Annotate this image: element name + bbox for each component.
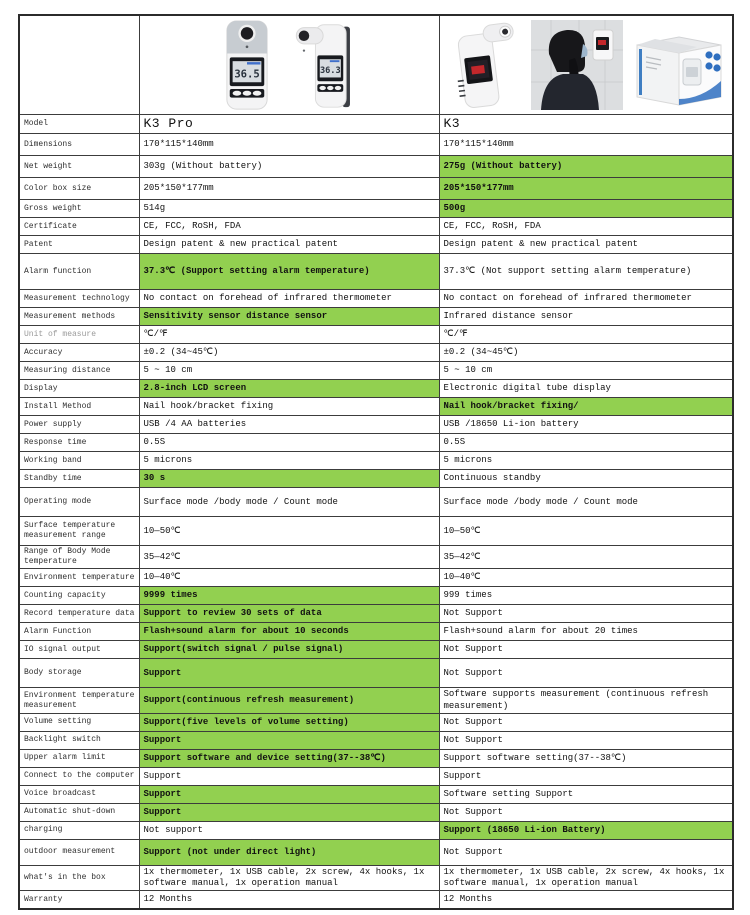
k3-value-cell: Not Support — [439, 659, 733, 688]
k3pro-value-cell: 10—40℃ — [139, 569, 439, 587]
k3-value-cell: 0.5S — [439, 434, 733, 452]
k3-value-cell: 500g — [439, 200, 733, 218]
spec-label-cell: Measurement technology — [19, 290, 139, 308]
k3-value-cell: Support — [439, 767, 733, 785]
k3-images-cell — [439, 15, 733, 115]
spec-label-cell: Alarm Function — [19, 623, 139, 641]
table-row — [19, 416, 733, 434]
k3pro-value-cell: Support — [139, 767, 439, 785]
spec-label-cell: Connect to the computer — [19, 767, 139, 785]
k3pro-value-cell: 9999 times — [139, 587, 439, 605]
k3-pro-front-image — [217, 19, 277, 111]
spec-label-cell: charging — [19, 821, 139, 839]
table-row — [19, 517, 733, 546]
k3-device-image — [443, 20, 525, 110]
spec-label-cell: Record temperature data — [19, 605, 139, 623]
k3-value-cell: 170*115*140mm — [439, 134, 733, 156]
table-row — [19, 749, 733, 767]
table-row — [19, 362, 733, 380]
k3-box-image — [629, 23, 729, 107]
spec-label-cell: Volume setting — [19, 713, 139, 731]
spec-label-cell: Response time — [19, 434, 139, 452]
k3-value-cell: 5 ~ 10 cm — [439, 362, 733, 380]
table-row — [19, 839, 733, 865]
k3-value-cell: Software setting Support — [439, 785, 733, 803]
spec-label-cell: Surface temperature measurement range — [19, 517, 139, 546]
red-lcd-digits — [471, 65, 485, 75]
k3-value-cell: No contact on forehead of infrared thermometer — [439, 290, 733, 308]
table-row — [19, 218, 733, 236]
table-row — [19, 488, 733, 517]
k3-value-cell: ±0.2 (34~45℃) — [439, 344, 733, 362]
k3-value-cell: Not Support — [439, 731, 733, 749]
k3-value-cell: 35—42℃ — [439, 546, 733, 569]
k3pro-value-cell: USB /4 AA batteries — [139, 416, 439, 434]
k3pro-value-cell: Support — [139, 659, 439, 688]
ir-sensor-icon — [299, 31, 310, 42]
k3-value-cell: 5 microns — [439, 452, 733, 470]
k3-value-cell: Not Support — [439, 803, 733, 821]
spec-label-cell: Voice broadcast — [19, 785, 139, 803]
table-row — [19, 688, 733, 714]
k3pro-value-cell: Support — [139, 785, 439, 803]
spec-label-cell: Backlight switch — [19, 731, 139, 749]
k3-value-cell: Not Support — [439, 641, 733, 659]
k3pro-value-cell: 514g — [139, 200, 439, 218]
k3-value-cell: Not Support — [439, 713, 733, 731]
k3-value-cell: Software supports measurement (continuous refresh measurement) — [439, 688, 733, 714]
k3-value-cell: 205*150*177mm — [439, 178, 733, 200]
k3-value-cell: 999 times — [439, 587, 733, 605]
table-row — [19, 659, 733, 688]
spec-label-cell: Model — [19, 115, 139, 134]
table-row — [19, 290, 733, 308]
k3-value-cell: Support software setting(37--38℃) — [439, 749, 733, 767]
table-row — [19, 731, 733, 749]
spec-comparison-table — [18, 14, 734, 910]
k3pro-image-strip — [143, 19, 436, 111]
table-row — [19, 713, 733, 731]
table-row — [19, 767, 733, 785]
spec-label-cell: Gross weight — [19, 200, 139, 218]
spec-label-cell: Environment temperature — [19, 569, 139, 587]
k3pro-value-cell: Surface mode /body mode / Count mode — [139, 488, 439, 517]
k3pro-value-cell: Support — [139, 803, 439, 821]
table-row — [19, 821, 733, 839]
k3-value-cell: 275g (Without battery) — [439, 156, 733, 178]
k3-value-cell: Surface mode /body mode / Count mode — [439, 488, 733, 517]
image-row-empty-cell — [19, 15, 139, 115]
table-row — [19, 178, 733, 200]
spec-label-cell: Alarm function — [19, 254, 139, 290]
k3pro-value-cell: 0.5S — [139, 434, 439, 452]
k3-usage-photo — [531, 20, 623, 110]
table-row — [19, 641, 733, 659]
table-row — [19, 434, 733, 452]
k3-value-cell: USB /18650 Li-ion battery — [439, 416, 733, 434]
k3-value-cell: ℃/℉ — [439, 326, 733, 344]
spec-label-cell: Dimensions — [19, 134, 139, 156]
spec-label-cell: Body storage — [19, 659, 139, 688]
k3-value-cell: 10—40℃ — [439, 569, 733, 587]
spec-label-cell: Standby time — [19, 470, 139, 488]
k3-value-cell: Continuous standby — [439, 470, 733, 488]
k3-model-name: K3 — [439, 115, 733, 134]
product-image-row — [19, 15, 733, 115]
table-row — [19, 587, 733, 605]
k3-value-cell: 10—50℃ — [439, 517, 733, 546]
lcd-reading: 36.3 — [319, 66, 341, 77]
k3-value-cell: 37.3℃ (Not support setting alarm temperature) — [439, 254, 733, 290]
table-row — [19, 452, 733, 470]
k3-value-cell: Nail hook/bracket fixing/ — [439, 398, 733, 416]
k3pro-value-cell: CE, FCC, RoSH, FDA — [139, 218, 439, 236]
k3pro-value-cell: 1x thermometer, 1x USB cable, 2x screw, 4x hooks, 1x software manual, 1x operation manual — [139, 865, 439, 891]
spec-label-cell: Counting capacity — [19, 587, 139, 605]
table-row — [19, 200, 733, 218]
spec-label-cell: IO signal output — [19, 641, 139, 659]
spec-label-cell: Measuring distance — [19, 362, 139, 380]
k3pro-value-cell: 12 Months — [139, 891, 439, 909]
table-row — [19, 308, 733, 326]
spec-label-cell: Warranty — [19, 891, 139, 909]
k3pro-value-cell: Support software and device setting(37--38℃) — [139, 749, 439, 767]
k3pro-value-cell: 170*115*140mm — [139, 134, 439, 156]
k3-value-cell: Not Support — [439, 839, 733, 865]
model-row — [19, 115, 733, 134]
table-row — [19, 344, 733, 362]
k3-value-cell: Design patent & new practical patent — [439, 236, 733, 254]
table-row — [19, 569, 733, 587]
spec-label-cell: Accuracy — [19, 344, 139, 362]
table-row — [19, 865, 733, 891]
spec-label-cell: Install Method — [19, 398, 139, 416]
k3-value-cell: CE, FCC, RoSH, FDA — [439, 218, 733, 236]
table-row — [19, 803, 733, 821]
k3pro-value-cell: No contact on forehead of infrared thermometer — [139, 290, 439, 308]
k3pro-value-cell: Not support — [139, 821, 439, 839]
k3pro-value-cell: Support (not under direct light) — [139, 839, 439, 865]
spec-label-cell: Display — [19, 380, 139, 398]
box-blue-edge — [639, 49, 642, 95]
table-row — [19, 470, 733, 488]
spec-label-cell: Operating mode — [19, 488, 139, 517]
spec-label-cell: Certificate — [19, 218, 139, 236]
k3-value-cell: 12 Months — [439, 891, 733, 909]
table-row — [19, 398, 733, 416]
spec-label-cell: outdoor measurement — [19, 839, 139, 865]
k3pro-value-cell: Support — [139, 731, 439, 749]
spec-label-cell: Measurement methods — [19, 308, 139, 326]
k3pro-value-cell: Support(five levels of volume setting) — [139, 713, 439, 731]
spec-table-body — [19, 15, 733, 909]
k3pro-value-cell: 30 s — [139, 470, 439, 488]
k3pro-value-cell: Support(continuous refresh measurement) — [139, 688, 439, 714]
spec-label-cell: Unit of measure — [19, 326, 139, 344]
spec-label-cell: Color box size — [19, 178, 139, 200]
k3pro-images-cell — [139, 15, 439, 115]
table-row — [19, 156, 733, 178]
k3pro-value-cell: 5 ~ 10 cm — [139, 362, 439, 380]
k3-value-cell: Infrared distance sensor — [439, 308, 733, 326]
k3-pro-side-image — [291, 19, 361, 111]
k3pro-value-cell: Sensitivity sensor distance sensor — [139, 308, 439, 326]
k3-value-cell: Electronic digital tube display — [439, 380, 733, 398]
k3pro-value-cell: 205*150*177mm — [139, 178, 439, 200]
spec-label-cell: Upper alarm limit — [19, 749, 139, 767]
lcd-reading: 36.5 — [234, 68, 260, 81]
spec-label-cell: Working band — [19, 452, 139, 470]
table-row — [19, 326, 733, 344]
k3-value-cell: Not Support — [439, 605, 733, 623]
k3pro-value-cell: Support to review 30 sets of data — [139, 605, 439, 623]
k3pro-value-cell: 5 microns — [139, 452, 439, 470]
k3pro-value-cell: Nail hook/bracket fixing — [139, 398, 439, 416]
k3pro-value-cell: 35—42℃ — [139, 546, 439, 569]
k3pro-value-cell: Support(switch signal / pulse signal) — [139, 641, 439, 659]
table-row — [19, 623, 733, 641]
spec-label-cell: Range of Body Mode temperature — [19, 546, 139, 569]
table-row — [19, 891, 733, 909]
k3pro-value-cell: 37.3℃ (Support setting alarm temperature) — [139, 254, 439, 290]
k3-value-cell: 1x thermometer, 1x USB cable, 2x screw, 4x hooks, 1x software manual, 1x operation manual — [439, 865, 733, 891]
k3pro-value-cell: ℃/℉ — [139, 326, 439, 344]
k3pro-value-cell: Design patent & new practical patent — [139, 236, 439, 254]
table-row — [19, 134, 733, 156]
spec-label-cell: Automatic shut-down — [19, 803, 139, 821]
k3pro-model-name: K3 Pro — [139, 115, 439, 134]
k3-value-cell: Flash+sound alarm for about 20 times — [439, 623, 733, 641]
k3pro-value-cell: ±0.2 (34~45℃) — [139, 344, 439, 362]
k3-image-strip — [443, 19, 730, 111]
k3pro-value-cell: Flash+sound alarm for about 10 seconds — [139, 623, 439, 641]
k3pro-value-cell: 303g (Without battery) — [139, 156, 439, 178]
spec-label-cell: Power supply — [19, 416, 139, 434]
k3pro-value-cell: 10—50℃ — [139, 517, 439, 546]
spec-label-cell: Patent — [19, 236, 139, 254]
table-row — [19, 785, 733, 803]
table-row — [19, 380, 733, 398]
spec-label-cell: Net weight — [19, 156, 139, 178]
spec-label-cell: Environment temperature measurement — [19, 688, 139, 714]
k3pro-value-cell: 2.8-inch LCD screen — [139, 380, 439, 398]
table-row — [19, 254, 733, 290]
table-row — [19, 605, 733, 623]
k3-value-cell: Support (18650 Li-ion Battery) — [439, 821, 733, 839]
table-row — [19, 236, 733, 254]
ir-sensor-icon — [241, 27, 253, 39]
table-row — [19, 546, 733, 569]
spec-label-cell: what's in the box — [19, 865, 139, 891]
